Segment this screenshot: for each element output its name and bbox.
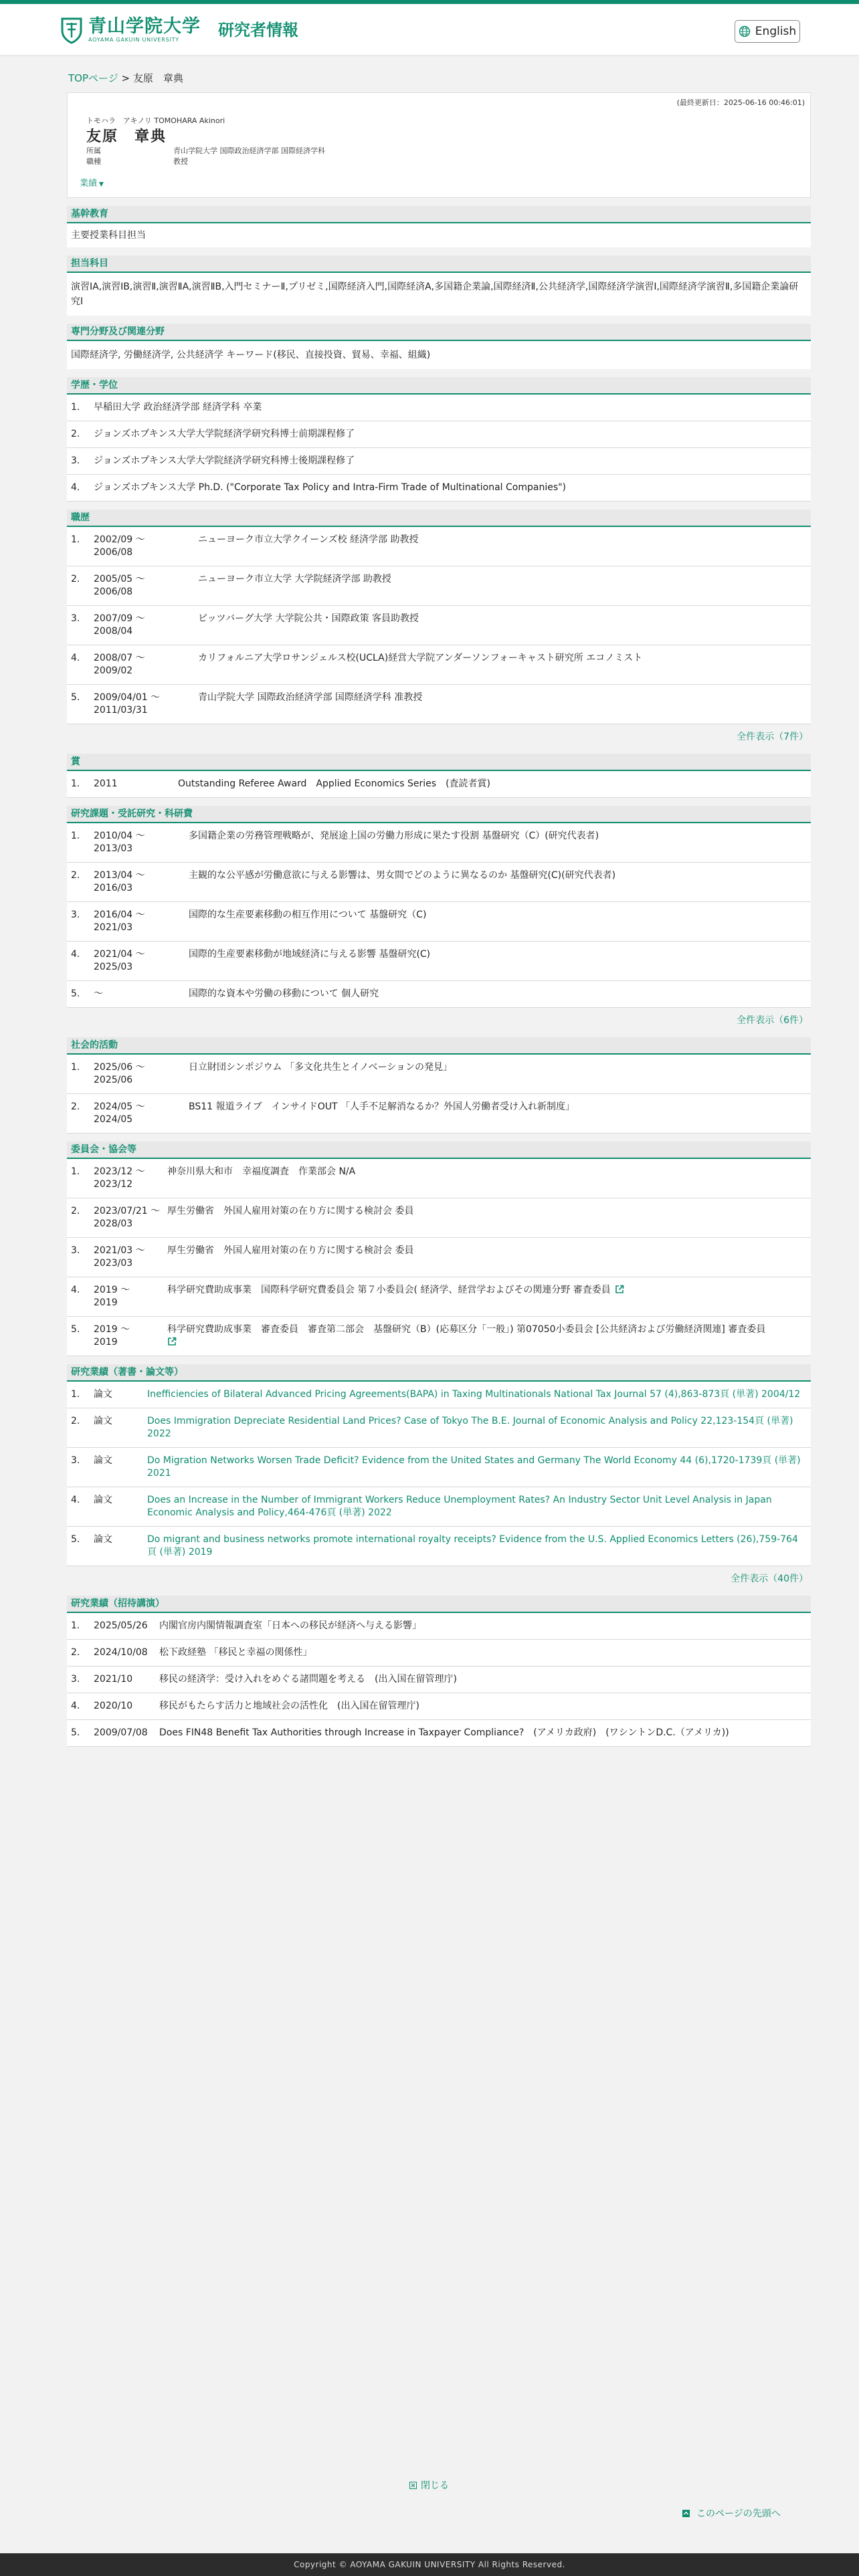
achievements-toggle[interactable] [80,176,104,189]
item-text: BS11 報道ライブ インサイドOUT 「人手不足解消なるか？外国人労働者受け入れ新制度」 [189,1101,575,1112]
list-item [67,527,811,566]
publication-link[interactable]: Inefficiencies of Bilateral Advanced Pricing Agreements(BAPA) in Taxing Multinationals National Tax Journal 57 (4),863-873頁 (単著) 2004/12 [147,1389,801,1400]
last-updated: (最終更新日：2025-06-16 00:46:01) [676,98,805,107]
item-date-end: 2011/03/31 [94,705,148,716]
career-show-all-link[interactable]: 全件表示（7件） [737,732,808,742]
item-number: 1. [71,1166,80,1177]
item-text: 日立財団シンポジウム 「多文化共生とイノベーションの発見」 [189,1062,452,1073]
publications-show-all-link[interactable]: 全件表示（40件） [731,1574,808,1584]
item-date: 2009/07/08 [94,1727,148,1738]
position-label: 職種 [86,157,101,166]
list-item [67,606,811,645]
list-item [67,1317,811,1356]
item-text: 厚生労働省 外国人雇用対策の在り方に関する検討会 委員 [167,1245,414,1256]
item-date [94,830,189,855]
close-button[interactable] [409,2478,449,2492]
list-item [67,1640,811,1667]
item-date: 2020/10 [94,1701,133,1711]
item-text: 国際的な生産要素移動の相互作用について 基盤研究（C) [189,909,427,920]
list-item [67,1487,811,1527]
item-date [94,1061,189,1087]
list-item [67,1055,811,1094]
section-courses-header: 担当科目 [67,255,811,273]
section-basic-education-header: 基幹教育 [67,206,811,223]
university-name [88,17,201,43]
external-link-icon[interactable] [167,1337,177,1346]
item-category: 論文 [94,1389,112,1400]
list-item [67,1613,811,1640]
item-number: 1. [71,1620,80,1631]
list-item [67,1448,811,1487]
item-date [94,691,198,717]
researcher-name: 友原 章典 [86,128,167,145]
item-date-end: 2025/06 [94,1075,133,1085]
position-row [86,156,188,167]
item-category: 論文 [94,1534,112,1545]
item-date-end: 2025/03 [94,962,133,972]
site-title: 研究者情報 [218,21,298,39]
affiliation-value: 青山学院大学 国際政治経済学部 国際経済学科 [173,146,325,155]
item-number: 2. [71,1416,80,1426]
item-date-end: 2021/03 [94,922,133,933]
english-button-label: English [755,25,797,38]
education-list [67,395,811,502]
university-logo[interactable] [60,13,298,47]
item-text: 松下政経塾 「移民と幸福の関係性」 [159,1647,312,1658]
item-date [94,1245,167,1270]
publications-list [67,1382,811,1566]
item-number: 2. [71,429,80,439]
item-text: 科学研究費助成事業 審査委員 審査第二部会 基盤研究（B）(応募区分「一般」) 第07050小委員会 [公共経済および労働経済関連] 審査委員 [167,1324,766,1335]
item-date-end: 2008/04 [94,626,133,637]
section-publications-header: 研究業績（著書・論文等） [67,1364,811,1382]
basic-education-text: 主要授業科目担当 [67,223,811,247]
item-text: 主観的な公平感が労働意欲に与える影響は、男女間でどのように異なるのか 基盤研究(C)(研究代表者) [189,870,616,881]
item-date-end: 2006/08 [94,547,133,558]
section-education-header: 学歴・学位 [67,377,811,395]
list-item [67,421,811,448]
item-text: 多国籍企業の労務管理戦略が、発展途上国の労働力形成に果たす役割 基盤研究（C）(研究代表者) [189,831,599,841]
item-date-start: 2025/06 ～ [94,1062,145,1073]
item-number: 4. [71,1285,80,1295]
item-date: 2011 [94,778,118,789]
courses-text: 演習ⅠA,演習ⅠB,演習Ⅱ,演習ⅡA,演習ⅡB,入門セミナーⅡ,プリゼミ,国際経済入門,国際経済A,多国籍企業論,国際経済Ⅱ,公共経済学,国際経済学演習Ⅰ,国際経済学演習Ⅱ,多国籍企業論研究Ⅰ [67,273,811,316]
item-text: ジョンズホプキンス大学 Ph.D. ("Corporate Tax Policy and Intra-Firm Trade of Multinational Companies") [94,482,567,493]
item-text: Outstanding Referee Award Applied Economics Series (査読者賞) [178,778,490,789]
back-to-top-label: このページの先頭へ [696,2508,781,2519]
item-number: 2. [71,574,80,584]
item-text: 国際的生産要素移動が地域経済に与える影響 基盤研究(C) [189,949,431,960]
item-date [94,573,198,599]
fields-text: 国際経済学, 労働経済学, 公共経済学 キーワード(移民、直接投資、貿易、幸福、組織) [67,341,811,369]
section-awards-header: 賞 [67,754,811,771]
item-number: 5. [71,1324,80,1335]
item-date-end: 2009/02 [94,665,133,676]
item-date [94,1323,167,1349]
external-link-icon[interactable] [615,1285,624,1294]
item-text: 内閣官房内閣情報調査室「日本への移民が経済へ与える影響」 [159,1620,421,1631]
affiliation-row [86,145,325,156]
item-text: ジョンズホプキンス大学大学院経済学研究科博士後期課程修了 [94,455,355,466]
list-item [67,981,811,1008]
item-text: 移民の経済学：受け入れをめぐる諸問題を考える (出入国在留管理庁) [159,1674,457,1685]
publication-link[interactable]: Does Immigration Depreciate Residential Land Prices? Case of Tokyo The B.E. Journal of Economic Analysis and Policy 22,123-154頁 (単著) 2022 [147,1416,793,1439]
site-header [0,0,859,55]
item-text: カリフォルニア大学ロサンジェルス校(UCLA)経営大学院アンダーソンフォーキャスト研究所 エコノミスト [198,653,643,663]
item-text: 国際的な資本や労働の移動について 個人研究 [189,988,379,999]
item-date-start: 2010/04 ～ [94,831,145,841]
section-projects-header: 研究課題・受託研究・科研費 [67,806,811,823]
item-date: ～ [94,988,103,999]
back-to-top-link[interactable] [682,2506,781,2520]
item-date-end: 2028/03 [94,1218,133,1229]
breadcrumb-top-link[interactable]: TOPページ [68,72,118,84]
item-text: 移民がもたらす活力と地域社会の活性化 (出入国在留管理庁) [159,1701,419,1711]
item-number: 3. [71,1455,80,1466]
item-date-start: 2005/05 ～ [94,574,145,584]
item-date [94,948,189,974]
item-date-start: 2021/03 ～ [94,1245,145,1256]
section-talks-header: 研究業績（招待講演） [67,1596,811,1613]
list-item [67,1667,811,1693]
item-number: 1. [71,402,80,413]
item-date-start: 2013/04 ～ [94,870,145,881]
item-number: 2. [71,870,80,881]
list-item [67,1382,811,1408]
publication-link[interactable]: Does an Increase in the Number of Immigrant Workers Reduce Unemployment Rates? An Industry Sector Unit Level Analysis in Japan Economic Analysis and Policy,464-476頁 (単著) 2022 [147,1495,772,1518]
committees-list [67,1159,811,1356]
item-number: 5. [71,988,80,999]
list-item [67,1159,811,1198]
list-item [67,645,811,685]
career-list [67,527,811,724]
item-number: 2. [71,1647,80,1658]
item-date-start: 2007/09 ～ [94,613,145,624]
item-date-start: 2009/04/01 ～ [94,692,161,703]
item-text: 早稲田大学 政治経済学部 経済学科 卒業 [94,402,262,413]
list-item [67,395,811,421]
english-button[interactable] [735,20,800,43]
item-number: 2. [71,1206,80,1216]
item-number: 5. [71,1727,80,1738]
list-item [67,1198,811,1238]
item-date-start: 2021/04 ～ [94,949,145,960]
item-text: ニューヨーク市立大学 大学院経済学部 助教授 [198,574,391,584]
item-date: 2021/10 [94,1674,133,1685]
list-item [67,448,811,475]
item-number: 4. [71,482,80,493]
section-fields-header: 専門分野及び関連分野 [67,324,811,341]
item-category: 論文 [94,1495,112,1505]
item-text: Does FIN48 Benefit Tax Authorities through Increase in Taxpayer Compliance? (アメリカ政府) (ワシントンD.C.（アメリカ)) [159,1727,729,1738]
projects-list [67,823,811,1008]
item-number: 2. [71,1101,80,1112]
item-date-end: 2016/03 [94,883,133,893]
item-date [94,1101,189,1126]
item-number: 3. [71,1674,80,1685]
item-date [94,1284,167,1309]
university-name-en: AOYAMA GAKUIN UNIVERSITY [88,37,179,43]
achievements-toggle-label: 業績 [80,179,98,189]
item-number: 1. [71,1389,80,1400]
publication-link[interactable]: Do Migration Networks Worsen Trade Deficit? Evidence from the United States and Germany The World Economy 44 (6),1720-1739頁 (単著) 2021 [147,1455,801,1479]
item-number: 3. [71,613,80,624]
list-item [67,942,811,981]
profile-card [67,92,811,198]
item-category: 論文 [94,1455,112,1466]
item-date [94,1205,167,1230]
item-date [94,534,198,559]
affiliation-label: 所属 [86,146,101,155]
list-item [67,902,811,942]
university-name-jp: 青山学院大学 [88,16,201,37]
name-kana: トモハラ アキノリ TOMOHARA Akinori [86,116,225,125]
item-date-start: 2019 ～ [94,1324,130,1335]
breadcrumb [68,71,183,85]
item-number: 1. [71,831,80,841]
item-number: 4. [71,1701,80,1711]
list-item [67,1527,811,1566]
item-date [94,869,189,895]
item-date-end: 2013/03 [94,843,133,854]
item-date-start: 2002/09 ～ [94,534,145,545]
talks-list [67,1613,811,1747]
list-item [67,1720,811,1747]
square-up-icon [682,2510,690,2517]
caret-down-icon: ▼ [99,181,104,188]
item-text: ジョンズホプキンス大学大学院経済学研究科博士前期課程修了 [94,429,355,439]
item-date: 2025/05/26 [94,1620,148,1631]
crest-icon [60,16,83,44]
social-list [67,1055,811,1134]
item-text-wrap [167,1323,807,1349]
item-date-start: 2008/07 ～ [94,653,145,663]
item-number: 3. [71,455,80,466]
position-value: 教授 [173,157,188,166]
list-item [67,475,811,502]
section-social-header: 社会的活動 [67,1037,811,1055]
item-date-end: 2023/03 [94,1258,133,1269]
item-category: 論文 [94,1416,112,1426]
item-number: 1. [71,1062,80,1073]
section-committees-header: 委員会・協会等 [67,1142,811,1159]
list-item [67,1693,811,1720]
list-item [67,823,811,863]
close-square-icon [409,2482,417,2489]
copyright-footer: Copyright © AOYAMA GAKUIN UNIVERSITY All Rights Reserved. [0,2553,859,2576]
item-date-end: 2006/08 [94,586,133,597]
breadcrumb-current: 友原 章典 [132,72,183,84]
item-date-end: 2024/05 [94,1114,133,1125]
publication-link[interactable]: Do migrant and business networks promote international royalty receipts? Evidence from the U.S. Applied Economics Letters (26),759-764頁 (単著) 2019 [147,1534,798,1558]
list-item [67,1277,811,1317]
section-career-header: 職歴 [67,510,811,527]
item-date-end: 2023/12 [94,1179,133,1190]
item-date [94,1166,167,1191]
item-text: 厚生労働省 外国人雇用対策の在り方に関する検討会 委員 [167,1206,414,1216]
close-button-label: 閉じる [421,2480,449,2491]
item-number: 3. [71,909,80,920]
list-item [67,1238,811,1277]
item-date-start: 2024/05 ～ [94,1101,145,1112]
list-item [67,1094,811,1134]
item-text: ピッツバーグ大学 大学院公共・国際政策 客員助教授 [198,613,419,624]
item-text: 神奈川県大和市 幸福度調査 作業部会 N/A [167,1166,356,1177]
list-item [67,1408,811,1448]
item-number: 5. [71,1534,80,1545]
item-date: 2024/10/08 [94,1647,148,1658]
main-content [67,92,811,1747]
list-item [67,566,811,606]
item-number: 4. [71,949,80,960]
item-date-start: 2016/04 ～ [94,909,145,920]
item-date-start: 2023/12 ～ [94,1166,145,1177]
globe-icon [739,25,751,37]
item-date [94,909,189,934]
item-date-start: 2019 ～ [94,1285,130,1295]
list-item [67,863,811,902]
list-item [67,771,811,798]
list-item [67,685,811,724]
item-number: 1. [71,534,80,545]
item-number: 4. [71,653,80,663]
awards-list [67,771,811,798]
item-text: 青山学院大学 国際政治経済学部 国際経済学科 准教授 [198,692,423,703]
projects-show-all-link[interactable]: 全件表示（6件） [737,1015,808,1026]
item-date-start: 2023/07/21 ～ [94,1206,161,1216]
item-number: 4. [71,1495,80,1505]
item-date-end: 2019 [94,1337,118,1348]
item-date-end: 2019 [94,1297,118,1308]
item-number: 1. [71,778,80,789]
item-text-wrap [167,1284,807,1309]
item-number: 5. [71,692,80,703]
item-number: 3. [71,1245,80,1256]
item-date [94,652,198,677]
item-text: ニューヨーク市立大学クイーンズ校 経済学部 助教授 [198,534,419,545]
breadcrumb-separator: > [121,72,130,84]
item-date [94,613,198,638]
item-text: 科学研究費助成事業 国際科学研究費委員会 第７小委員会( 経済学、経営学およびその関連分野 審査委員 [167,1285,611,1295]
